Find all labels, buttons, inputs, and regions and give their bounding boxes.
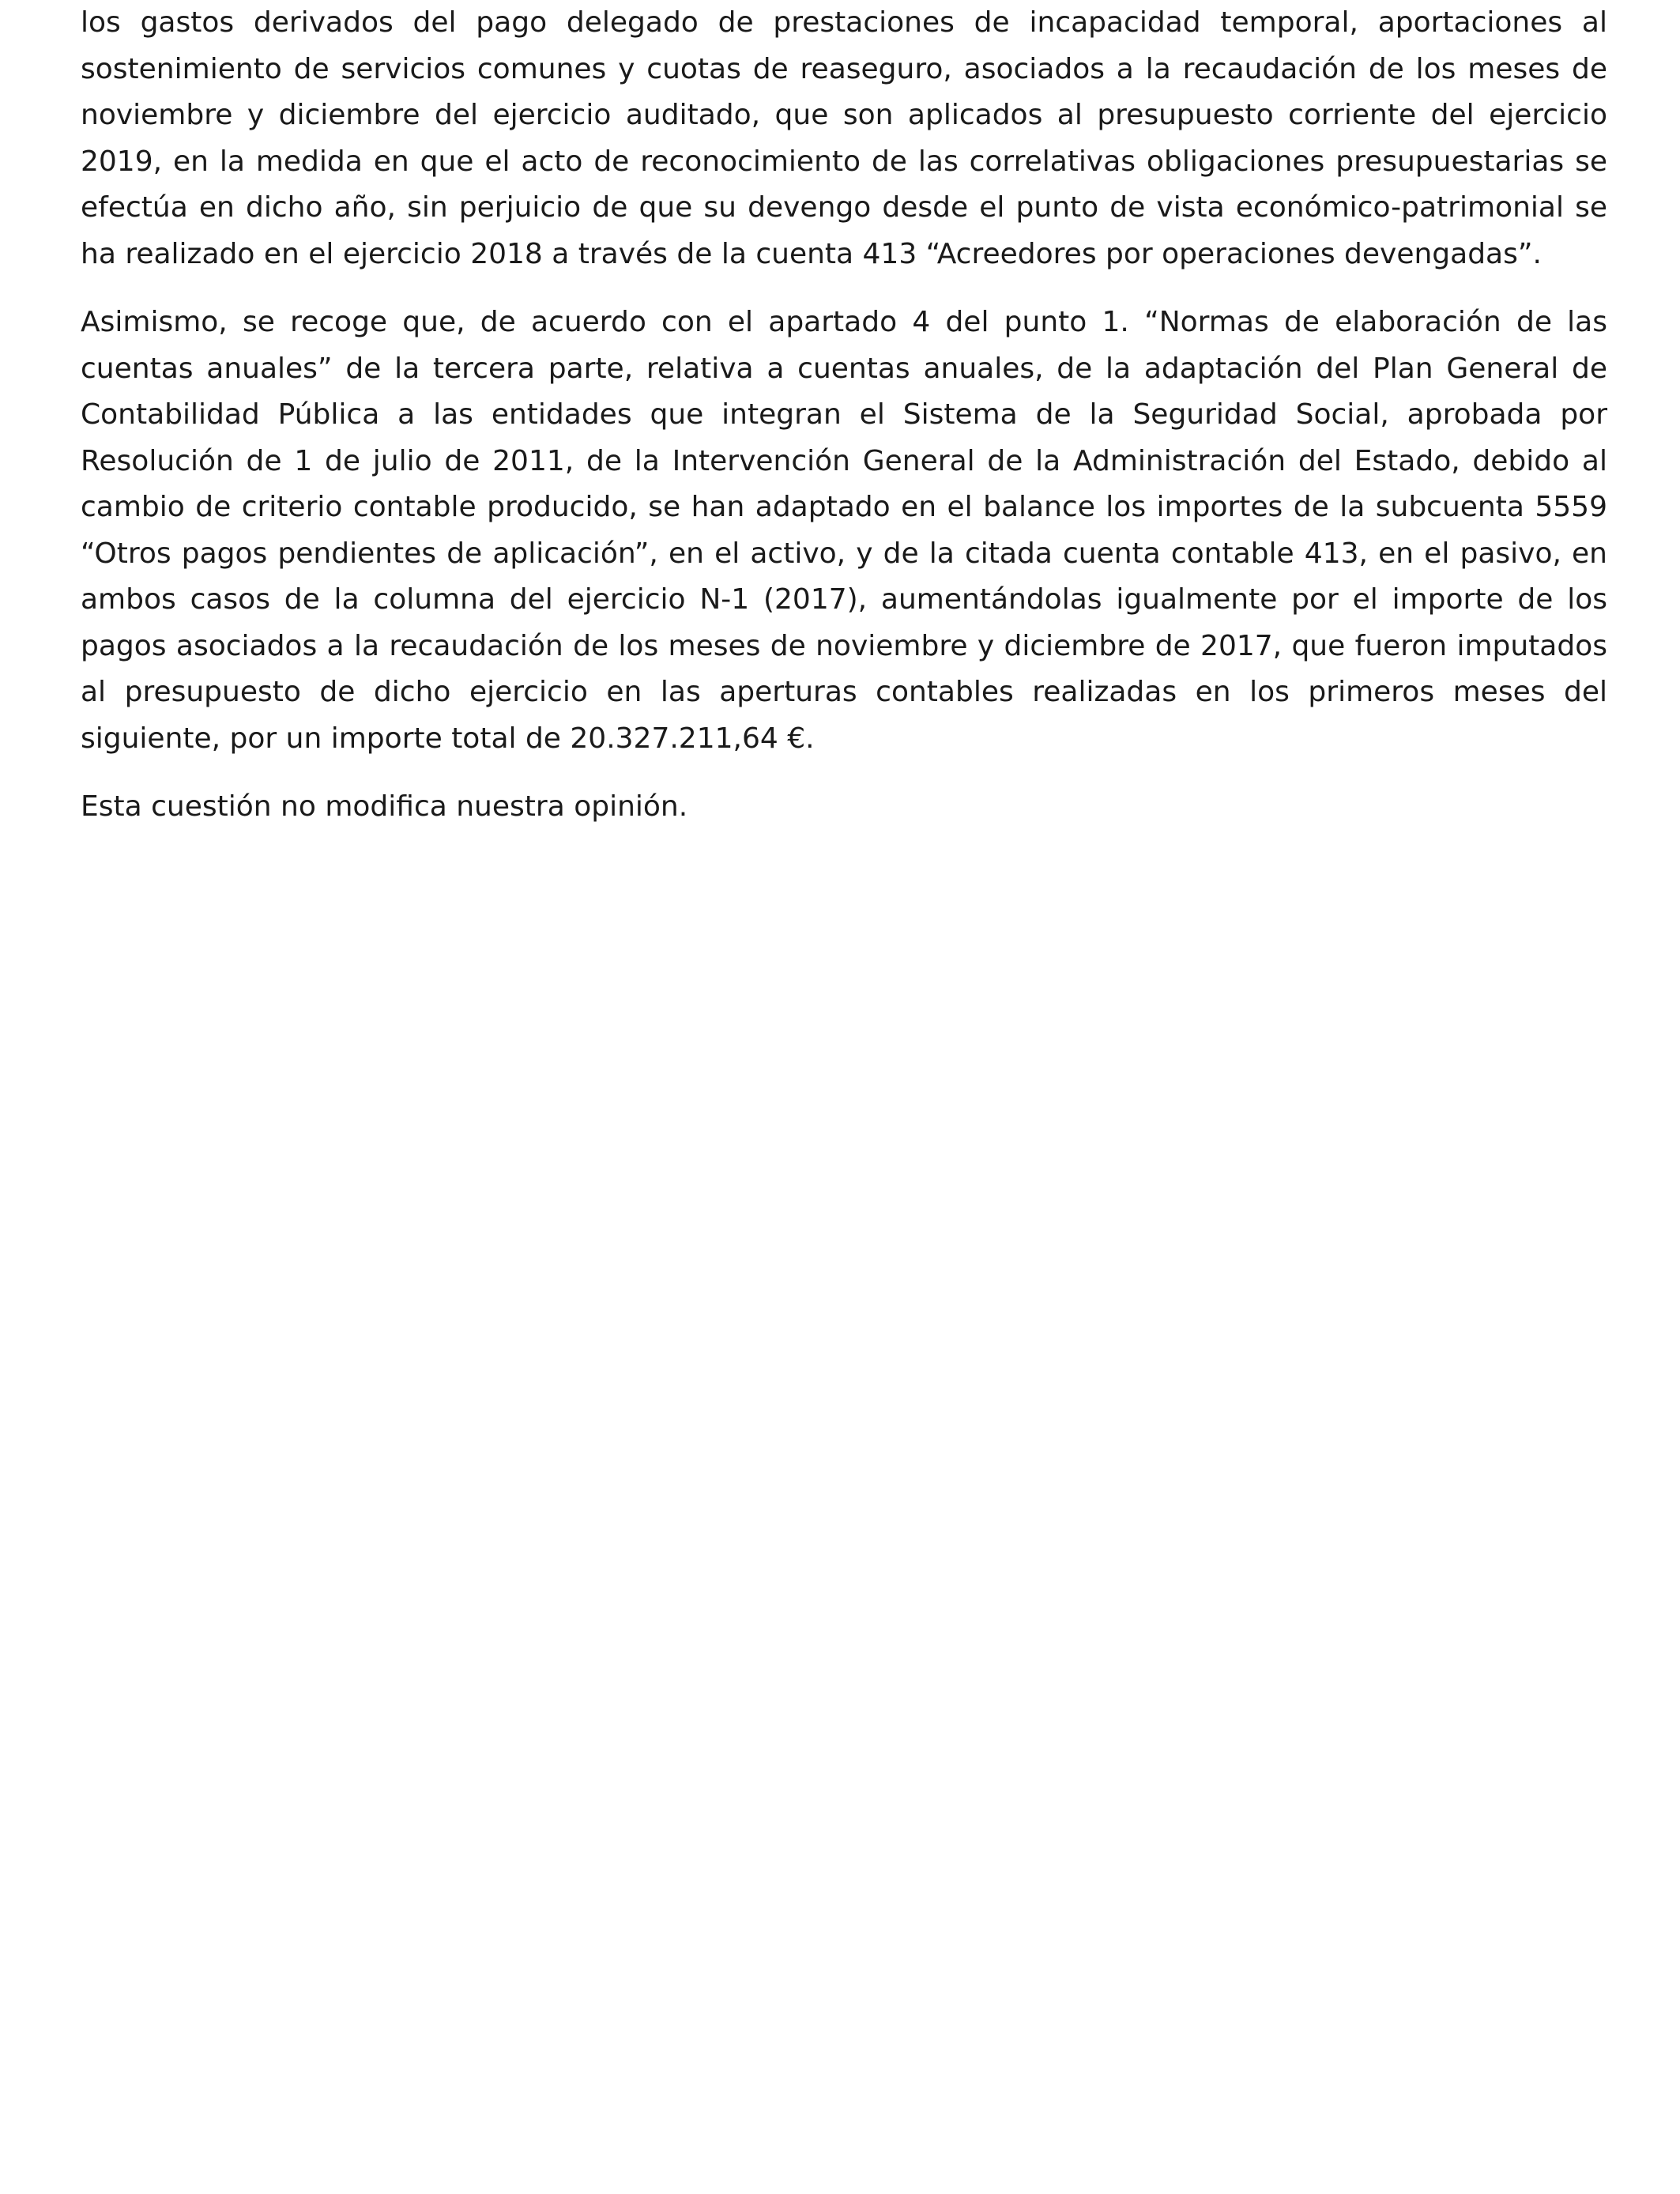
paragraph-asimismo: Asimismo, se recoge que, de acuerdo con el apartado 4 del punto 1. “Normas de elaboración de las cuentas anuales” de la tercera parte, relativa a cuentas anuales, de la adaptación del Plan General de Contabilidad Pública a las entidades que integran el Sistema de la Seguridad Social, aprobada por Resolución de 1 de julio de 2011, de la Intervención General de la Administración del Estado, debido al cambio de criterio contable producido, se han adaptado en el balance los importes de la subcuenta 5559 “Otros pagos pendientes de aplicación”, en el activo, y de la citada cuenta contable 413, en el pasivo, en ambos casos de la columna del ejercicio N-1 (2017), aumentándolas igualmente por el importe de los pagos asociados a la recaudación de los meses de noviembre y diciembre de 2017, que fueron imputados al presupuesto de dicho ejercicio en las aperturas contables realizadas en los primeros meses del siguiente, por un importe total de 20.327.211,64 €.: [81, 306, 1607, 755]
body-text: [81, 0, 1607, 831]
paragraph-continuation: los gastos derivados del pago delegado de prestaciones de incapacidad temporal, aportaciones al sostenimiento de servicios comunes y cuotas de reaseguro, asociados a la recaudación de los meses de noviembre y diciembre del ejercicio auditado, que son aplicados al presupuesto corriente del ejercicio 2019, en la medida en que el acto de reconocimiento de las correlativas obligaciones presupuestarias se efectúa en dicho año, sin perjuicio de que su devengo desde el punto de vista económico-patrimonial se ha realizado en el ejercicio 2018 a través de la cuenta 413 “Acreedores por operaciones devengadas”.: [81, 6, 1607, 270]
paragraph-conclusion: Esta cuestión no modifica nuestra opinión.: [81, 790, 688, 823]
